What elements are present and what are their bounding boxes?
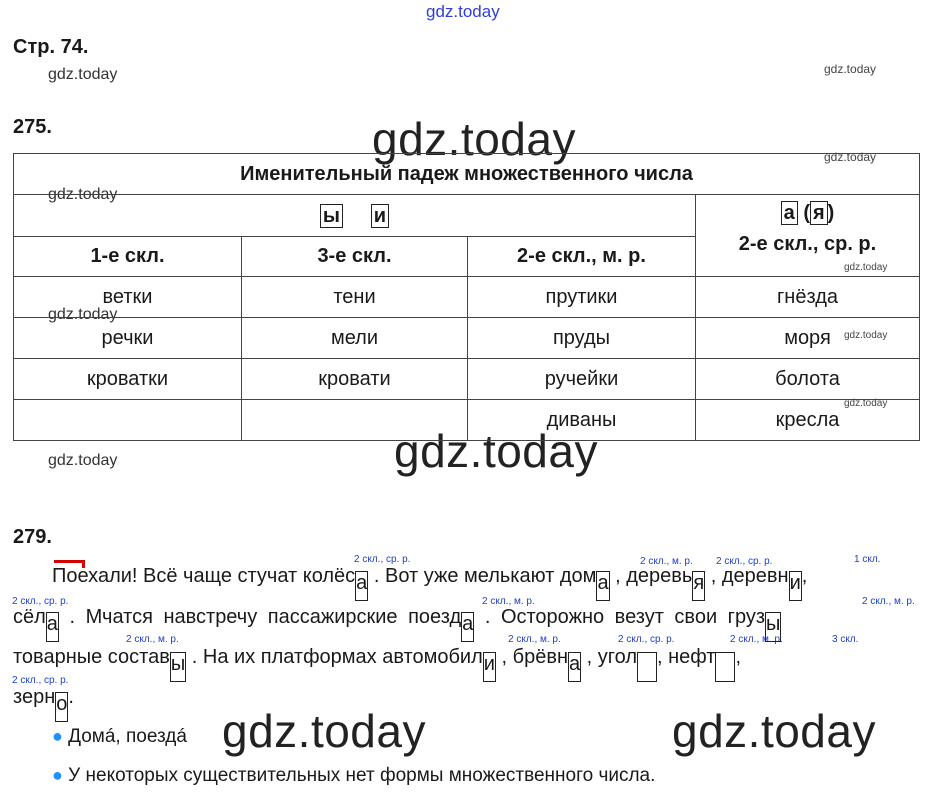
ending-ya: я xyxy=(810,201,828,225)
stress-mark xyxy=(54,560,84,563)
ending-box: а xyxy=(568,652,581,682)
bullet-item-1 xyxy=(52,726,187,748)
text-fragment: , угол xyxy=(586,646,637,668)
ending-box xyxy=(715,652,735,682)
text-fragment: сёл xyxy=(13,606,46,628)
bullet-icon: ● xyxy=(52,765,63,785)
declension-label: 2 скл., м. р. xyxy=(730,634,783,645)
ending-box: а xyxy=(46,612,59,642)
declension-label: 2 скл., ср. р. xyxy=(354,554,411,565)
table-cell: ручейки xyxy=(468,359,696,400)
ending-box: ы xyxy=(765,612,781,642)
watermark-small-5: gdz.today xyxy=(844,262,888,273)
ending-box: а xyxy=(355,571,368,601)
text-fragment: , брёвн xyxy=(501,646,568,668)
declension-label: 1 скл. xyxy=(854,554,881,565)
watermark-small-7: gdz.today xyxy=(844,330,888,341)
watermark-large-4: gdz.today xyxy=(672,705,876,757)
text-fragment: Поехали! Всё чаще стучат кол xyxy=(52,565,335,587)
text-fragment: , xyxy=(801,565,808,587)
table-cell: кресла xyxy=(696,400,920,441)
watermark-small-4: gdz.today xyxy=(48,186,118,203)
bullet-text: У некоторых существительных нет формы множественного числа. xyxy=(68,765,656,786)
text-fragment: товарные состав xyxy=(13,646,170,668)
watermark-top: gdz.today xyxy=(426,2,500,21)
text-fragment: , деревн xyxy=(710,565,789,587)
column-header-4: 2-е скл., ср. р. xyxy=(738,233,877,255)
declension-table xyxy=(13,153,920,441)
ending-i: и xyxy=(371,204,389,228)
declension-label: 2 скл., м. р. xyxy=(126,634,179,645)
ending-group-aya: а ( я ) 2-е скл., ср. р. xyxy=(696,195,920,277)
bullet-text: Домá, поездá xyxy=(68,726,187,747)
ending-box: а xyxy=(461,612,474,642)
table-cell: тени xyxy=(242,277,468,318)
ending-box: и xyxy=(789,571,802,601)
text-line-2 xyxy=(13,606,781,642)
text-fragment: , деревь xyxy=(615,565,693,587)
column-header-2: 3-е скл. xyxy=(242,237,468,277)
table-cell: ветки xyxy=(14,277,242,318)
table-title: Именительный падеж множественного числа xyxy=(14,154,920,195)
text-fragment: . На их платформах автомобил xyxy=(191,646,483,668)
ending-box: я xyxy=(692,571,705,601)
table-cell: моря xyxy=(696,318,920,359)
table-cell: болота xyxy=(696,359,920,400)
declension-label: 3 скл. xyxy=(832,634,859,645)
watermark-small-8: gdz.today xyxy=(844,398,888,409)
column-header-1: 1-е скл. xyxy=(14,237,242,277)
table-cell: диваны xyxy=(468,400,696,441)
bullet-icon: ● xyxy=(52,726,63,746)
text-line-3 xyxy=(13,646,741,682)
ending-a: а xyxy=(781,201,798,225)
text-fragment: , нефт xyxy=(657,646,716,668)
text-fragment: . Мчатся навстречу пассажирские поезд xyxy=(69,606,462,628)
watermark-small-2: gdz.today xyxy=(824,62,877,76)
declension-label: 2 скл., м. р. xyxy=(482,596,535,607)
column-header-3: 2-е скл., м. р. xyxy=(468,237,696,277)
declension-label: 2 скл., ср. р. xyxy=(716,556,773,567)
declension-label: 2 скл., м. р. xyxy=(508,634,561,645)
watermark-small-9: gdz.today xyxy=(48,452,118,469)
table-cell: кроватки xyxy=(14,359,242,400)
watermark-small-1: gdz.today xyxy=(48,66,118,83)
declension-label: 2 скл., ср. р. xyxy=(12,596,69,607)
declension-label: 2 скл., м. р. xyxy=(640,556,693,567)
ending-y: ы xyxy=(320,204,343,228)
bullet-item-2 xyxy=(52,765,655,787)
text-fragment: . xyxy=(68,686,74,708)
table-cell: гнёзда xyxy=(696,277,920,318)
ending-box: и xyxy=(483,652,496,682)
page-reference: Стр. 74. xyxy=(13,36,89,58)
text-fragment: . Вот уже мелькают дом xyxy=(373,565,597,587)
watermark-large-3: gdz.today xyxy=(222,705,426,757)
ending-box: а xyxy=(596,571,609,601)
table-cell: кровати xyxy=(242,359,468,400)
table-cell xyxy=(14,400,242,441)
ending-box: ы xyxy=(170,652,186,682)
text-fragment: . Осторожно везут свои груз xyxy=(484,606,766,628)
declension-label: 2 скл., ср. р. xyxy=(12,675,69,686)
watermark-small-6: gdz.today xyxy=(48,306,118,323)
declension-label: 2 скл., ср. р. xyxy=(618,634,675,645)
exercise-275-number: 275. xyxy=(13,116,52,138)
ending-box: о xyxy=(55,692,68,722)
text-line-1 xyxy=(52,565,807,601)
text-fragment: ёс xyxy=(334,565,356,587)
watermark-large-2: gdz.today xyxy=(394,425,598,477)
ending-box xyxy=(637,652,657,682)
table-cell: мели xyxy=(242,318,468,359)
declension-label: 2 скл., м. р. xyxy=(862,596,915,607)
text-fragment: , xyxy=(735,646,742,668)
table-cell xyxy=(242,400,468,441)
table-cell: речки xyxy=(14,318,242,359)
table-cell: пруды xyxy=(468,318,696,359)
ending-group-yi xyxy=(14,195,696,237)
watermark-large-1: gdz.today xyxy=(372,113,576,165)
text-fragment: зерн xyxy=(13,686,56,708)
text-line-4 xyxy=(13,686,74,722)
exercise-279-number: 279. xyxy=(13,526,52,548)
table-cell: прутики xyxy=(468,277,696,318)
watermark-small-3: gdz.today xyxy=(824,150,877,164)
